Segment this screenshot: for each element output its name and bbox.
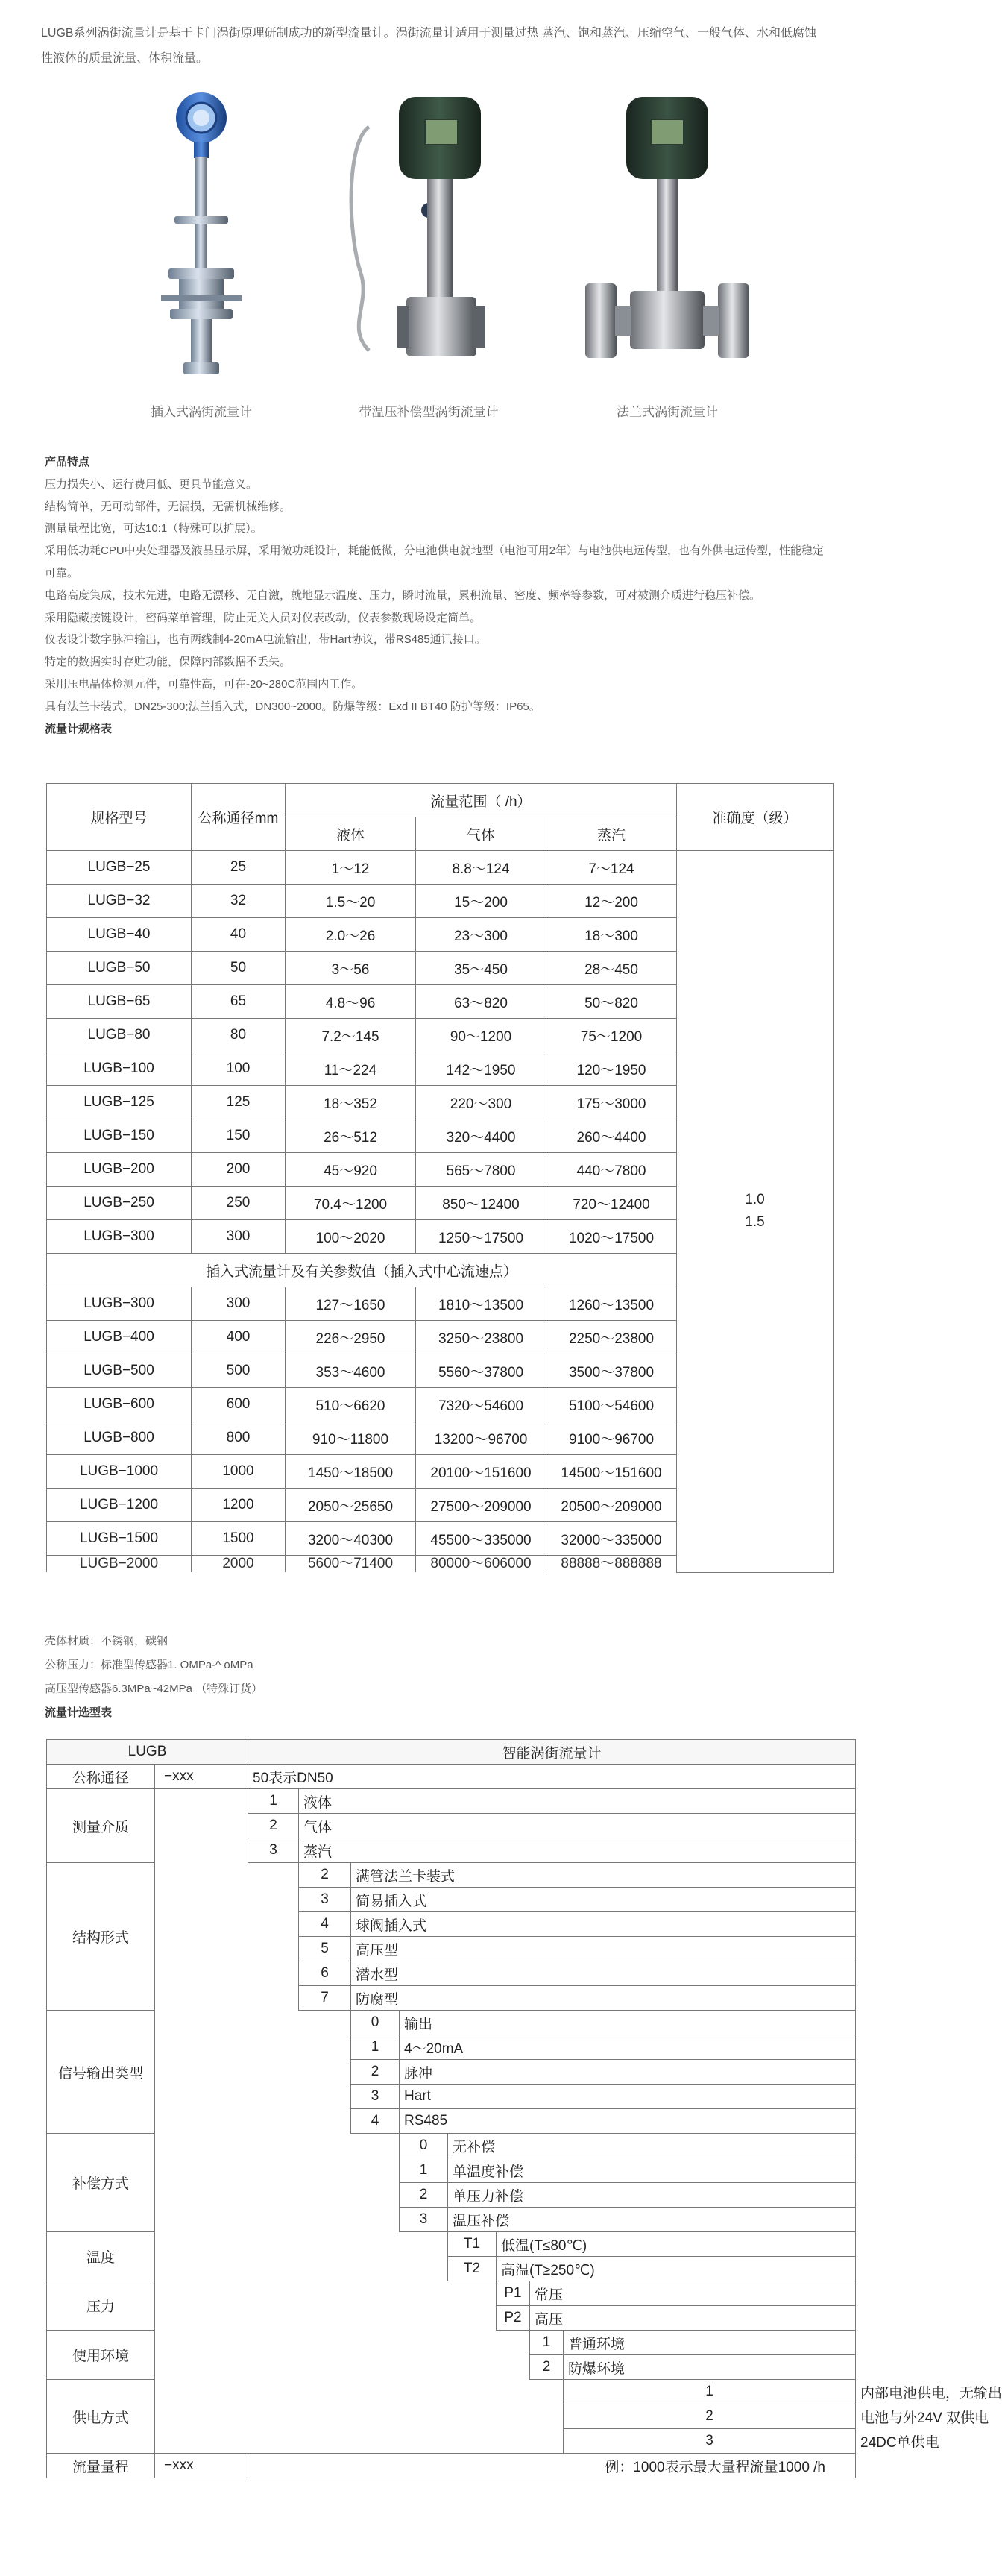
selection-option-desc: Hart [400, 2085, 856, 2109]
selection-option-desc: 单温度补偿 [448, 2158, 856, 2183]
selection-option-desc: 简易插入式 [351, 1888, 856, 1912]
selection-option-desc: 蒸汽 [299, 1838, 856, 1863]
feature-item: 具有法兰卡装式，DN25-300;法兰插入式，DN300~2000。防爆等级：Exd II BT40 防护等级：IP65。 [45, 700, 541, 713]
spec-cell-model: LUGB−250 [47, 1187, 192, 1220]
selection-row-medium [47, 1814, 856, 1838]
spec-cell-gas: 320～4400 [416, 1119, 546, 1153]
selection-label: 结构形式 [47, 1863, 155, 2011]
blank-cell [155, 2035, 351, 2060]
product-caption: 法兰式涡街流量计 [617, 405, 718, 419]
selection-option-desc: 液体 [299, 1789, 856, 1814]
selection-table [46, 1739, 1002, 2478]
spec-cell-dn: 80 [192, 1019, 286, 1052]
feature-item: 采用低功耗CPU中央处理器及液晶显示屏，采用微功耗设计，耗能低微，分电池供电就地型（电池可用2年）与电池供电远传型，也有外供电远传型，性能稳定可靠。 [45, 544, 825, 579]
spec-cell-liquid: 226～2950 [286, 1321, 416, 1354]
blank-cell [155, 2404, 564, 2429]
spec-cell-dn: 50 [192, 952, 286, 985]
feature-item: 采用隐藏按键设计，密码菜单管理，防止无关人员对仪表改动，仪表参数现场设定简单。 [45, 611, 482, 624]
spec-cell-liquid: 3～56 [286, 952, 416, 985]
spec-cell-steam: 50～820 [546, 985, 677, 1019]
spec-cell-model: LUGB−300 [47, 1287, 192, 1321]
spec-cell-steam: 1020～17500 [546, 1220, 677, 1254]
product-caption: 带温压补偿型涡街流量计 [359, 405, 499, 419]
blank-cell [155, 1961, 299, 1986]
spec-cell-gas: 20100～151600 [416, 1455, 546, 1489]
spec-table-title: 流量计规格表 [45, 722, 113, 735]
accuracy-value: 1.0 [745, 1192, 765, 1208]
spec-cell-dn: 150 [192, 1119, 286, 1153]
spec-cell-liquid: 7.2～145 [286, 1019, 416, 1052]
product-gallery [0, 82, 860, 433]
spec-cell-model: LUGB−65 [47, 985, 192, 1019]
spec-cell-liquid: 3200～40300 [286, 1522, 416, 1556]
selection-row-power: 供电方式 1 内部电池供电，无输出 [47, 2380, 856, 2404]
blank-cell [155, 2257, 448, 2281]
spec-cell-model: LUGB−50 [47, 952, 192, 985]
spec-cell-dn: 100 [192, 1052, 286, 1086]
spec-cell-gas: 27500～209000 [416, 1489, 546, 1522]
spec-cell-steam: 5100～54600 [546, 1388, 677, 1421]
selection-row-compensation [47, 2134, 856, 2158]
blank-cell [155, 1863, 299, 1888]
spec-cell-model: LUGB−2000 [47, 1556, 192, 1573]
product-compensated [317, 82, 541, 433]
spec-cell-steam: 1260～13500 [546, 1287, 677, 1321]
feature-item: 采用压电晶体检测元件，可靠性高，可在-20~280C范围内工作。 [45, 677, 363, 691]
selection-product: 智能涡街流量计 [248, 1740, 856, 1765]
selection-option-desc: 满管法兰卡装式 [351, 1863, 856, 1888]
spec-cell-model: LUGB−500 [47, 1354, 192, 1388]
selection-row-signal [47, 2109, 856, 2134]
spec-cell-gas: 3250～23800 [416, 1321, 546, 1354]
blank-cell [155, 2306, 497, 2331]
selection-option-code: 2 [299, 1863, 351, 1888]
selection-option-code: 5 [299, 1937, 351, 1961]
selection-option-code: 3 [248, 1838, 299, 1863]
selection-row-compensation [47, 2208, 856, 2232]
accuracy-cell [677, 851, 834, 1573]
header-gas: 气体 [416, 817, 546, 851]
spec-cell-steam: 20500～209000 [546, 1489, 677, 1522]
spec-cell-gas: 565～7800 [416, 1153, 546, 1187]
spec-cell-steam: 28～450 [546, 952, 677, 985]
spec-cell-steam: 720～12400 [546, 1187, 677, 1220]
spec-cell-model: LUGB−80 [47, 1019, 192, 1052]
selection-label: 公称通径 [47, 1765, 155, 1789]
selection-option-desc: 潜水型 [351, 1961, 856, 1986]
spec-cell-gas: 80000～606000 [416, 1556, 546, 1573]
features-title: 产品特点 [45, 456, 90, 468]
spec-cell-gas: 15～200 [416, 885, 546, 918]
selection-row-power: 2 电池与外24V 双供电 [47, 2404, 856, 2429]
selection-option-desc: RS485 [400, 2109, 856, 2134]
selection-code: −xxx [155, 1765, 248, 1789]
selection-option-desc: 气体 [299, 1814, 856, 1838]
material-line: 公称压力：标准型传感器1. OMPa-^ oMPa [45, 1659, 253, 1671]
selection-row-compensation [47, 2158, 856, 2183]
spec-cell-liquid: 45～920 [286, 1153, 416, 1187]
header-steam: 蒸汽 [546, 817, 677, 851]
spec-cell-model: LUGB−25 [47, 851, 192, 885]
spec-cell-dn: 1200 [192, 1489, 286, 1522]
spec-cell-dn: 1500 [192, 1522, 286, 1556]
blank-cell [155, 2429, 564, 2454]
compensated-vortex-flowmeter-icon [317, 82, 541, 395]
spec-cell-dn: 300 [192, 1287, 286, 1321]
header-flow-range: 流量范围（ /h） [286, 784, 677, 817]
selection-label: 供电方式 [47, 2380, 155, 2454]
selection-row-range [47, 2454, 856, 2478]
spec-cell-liquid: 1450～18500 [286, 1455, 416, 1489]
selection-option-code: T1 [448, 2232, 497, 2257]
blank-cell [155, 2158, 400, 2183]
spec-cell-liquid: 100～2020 [286, 1220, 416, 1254]
blank-cell [155, 1838, 248, 1863]
selection-option-code: 0 [351, 2011, 400, 2035]
selection-label: 补偿方式 [47, 2134, 155, 2232]
selection-row-environment [47, 2331, 856, 2355]
selection-label: 压力 [47, 2281, 155, 2331]
spec-cell-steam: 12～200 [546, 885, 677, 918]
spec-cell-liquid: 127～1650 [286, 1287, 416, 1321]
blank-cell [155, 2060, 351, 2085]
selection-option-code: 3 [299, 1888, 351, 1912]
feature-item: 压力损失小、运行费用低、更具节能意义。 [45, 477, 258, 491]
spec-cell-model: LUGB−1500 [47, 1522, 192, 1556]
accuracy-value: 1.5 [745, 1214, 765, 1231]
spec-cell-dn: 400 [192, 1321, 286, 1354]
spec-cell-dn: 500 [192, 1354, 286, 1388]
spec-cell-gas: 1250～17500 [416, 1220, 546, 1254]
spec-cell-gas: 5560～37800 [416, 1354, 546, 1388]
insertion-vortex-flowmeter-icon [89, 82, 313, 395]
spec-cell-liquid: 1.5～20 [286, 885, 416, 918]
spec-cell-liquid: 5600～71400 [286, 1556, 416, 1573]
spec-cell-liquid: 1～12 [286, 851, 416, 885]
selection-row-structure [47, 1937, 856, 1961]
material-line: 壳体材质：不锈钢，碳钢 [45, 1635, 168, 1647]
blank-cell [155, 2380, 564, 2404]
header-liquid: 液体 [286, 817, 416, 851]
selection-row-signal [47, 2060, 856, 2085]
spec-cell-model: LUGB−100 [47, 1052, 192, 1086]
selection-option-desc: 常压 [530, 2281, 856, 2306]
selection-option-code: 2 [564, 2404, 856, 2429]
selection-option-code: 3 [400, 2208, 448, 2232]
spec-cell-steam: 120～1950 [546, 1052, 677, 1086]
selection-row-structure [47, 1961, 856, 1986]
selection-desc: 50表示DN50 [248, 1765, 856, 1789]
material-line: 高压型传感器6.3MPa~42MPa （特殊订货） [45, 1683, 263, 1695]
intro-text: LUGB系列涡街流量计是基于卡门涡街原理研制成功的新型流量计。涡街流量计适用于测量过热 蒸汽、饱和蒸汽、压缩空气、一般气体、水和低腐蚀性液体的质量流量、体积流量。 [41, 27, 817, 65]
spec-cell-liquid: 4.8～96 [286, 985, 416, 1019]
selection-row-temperature [47, 2232, 856, 2257]
selection-option-code: 3 [564, 2429, 856, 2454]
blank-cell [155, 2109, 351, 2134]
selection-row-signal [47, 2035, 856, 2060]
selection-option-desc: 高温(T≥250℃) [497, 2257, 856, 2281]
spec-cell-liquid: 26～512 [286, 1119, 416, 1153]
spec-cell-model: LUGB−300 [47, 1220, 192, 1254]
selection-desc: 例：1000表示最大量程流量1000 /h [248, 2454, 856, 2478]
selection-header-row [47, 1740, 856, 1765]
selection-row-dn [47, 1765, 856, 1789]
spec-cell-liquid: 353～4600 [286, 1354, 416, 1388]
feature-item: 特定的数据实时存贮功能，保障内部数据不丢失。 [45, 656, 292, 669]
spec-cell-liquid: 910～11800 [286, 1421, 416, 1455]
spec-cell-steam: 88888～888888 [546, 1556, 677, 1573]
spec-cell-gas: 850～12400 [416, 1187, 546, 1220]
spec-cell-steam: 18～300 [546, 918, 677, 952]
spec-cell-dn: 800 [192, 1421, 286, 1455]
header-dn: 公称通径mm [192, 784, 286, 851]
spec-cell-dn: 32 [192, 885, 286, 918]
selection-option-code: 1 [248, 1789, 299, 1814]
selection-label: 信号输出类型 [47, 2011, 155, 2134]
blank-cell [155, 1814, 248, 1838]
spec-cell-dn: 65 [192, 985, 286, 1019]
selection-option-desc: 温压补偿 [448, 2208, 856, 2232]
spec-cell-gas: 1810～13500 [416, 1287, 546, 1321]
selection-option-code: 4 [351, 2109, 400, 2134]
selection-option-desc: 防爆环境 [564, 2355, 856, 2380]
spec-cell-steam: 14500～151600 [546, 1455, 677, 1489]
selection-option-code: 1 [530, 2331, 564, 2355]
selection-option-desc: 高压型 [351, 1937, 856, 1961]
spec-cell-gas: 45500～335000 [416, 1522, 546, 1556]
selection-option-desc: 4～20mA [400, 2035, 856, 2060]
spec-cell-model: LUGB−200 [47, 1153, 192, 1187]
spec-cell-dn: 200 [192, 1153, 286, 1187]
spec-cell-model: LUGB−800 [47, 1421, 192, 1455]
spec-cell-liquid: 11～224 [286, 1052, 416, 1086]
features-section [45, 451, 835, 740]
blank-cell [155, 1789, 248, 1814]
spec-cell-steam: 260～4400 [546, 1119, 677, 1153]
spec-cell-model: LUGB−32 [47, 885, 192, 918]
spec-cell-model: LUGB−125 [47, 1086, 192, 1119]
insertion-section-title: 插入式流量计及有关参数值（插入式中心流速点） [47, 1254, 677, 1287]
selection-label: 流量量程 [47, 2454, 155, 2478]
selection-option-code: 2 [530, 2355, 564, 2380]
spec-cell-gas: 142～1950 [416, 1052, 546, 1086]
spec-cell-gas: 35～450 [416, 952, 546, 985]
header-model: 规格型号 [47, 784, 192, 851]
spec-cell-liquid: 2.0～26 [286, 918, 416, 952]
selection-row-structure [47, 1986, 856, 2011]
selection-option-code: P1 [497, 2281, 530, 2306]
spec-cell-gas: 90～1200 [416, 1019, 546, 1052]
spec-cell-steam: 175～3000 [546, 1086, 677, 1119]
selection-row-pressure [47, 2306, 856, 2331]
selection-row-structure [47, 1888, 856, 1912]
spec-cell-model: LUGB−600 [47, 1388, 192, 1421]
spec-cell-liquid: 2050～25650 [286, 1489, 416, 1522]
spec-cell-steam: 7～124 [546, 851, 677, 885]
blank-cell [155, 1912, 299, 1937]
selection-row-structure [47, 1912, 856, 1937]
blank-cell [155, 2011, 351, 2035]
selection-option-desc: 低温(T≤80℃) [497, 2232, 856, 2257]
materials-section [45, 1630, 262, 1725]
spec-cell-model: LUGB−40 [47, 918, 192, 952]
selection-row-power: 3 24DC单供电 [47, 2429, 856, 2454]
spec-cell-dn: 40 [192, 918, 286, 952]
blank-cell [155, 2085, 351, 2109]
blank-cell [155, 1986, 299, 2011]
spec-table [46, 783, 834, 1573]
selection-row-structure [47, 1863, 856, 1888]
selection-option-desc: 高压 [530, 2306, 856, 2331]
feature-item: 结构简单，无可动部件，无漏损，无需机械维修。 [45, 500, 292, 513]
blank-cell [155, 2183, 400, 2208]
blank-cell [155, 2208, 400, 2232]
spec-cell-gas: 7320～54600 [416, 1388, 546, 1421]
selection-row-medium [47, 1838, 856, 1863]
spec-cell-dn: 1000 [192, 1455, 286, 1489]
spec-cell-model: LUGB−400 [47, 1321, 192, 1354]
selection-label: 测量介质 [47, 1789, 155, 1863]
spec-cell-dn: 25 [192, 851, 286, 885]
blank-cell [155, 2134, 400, 2158]
blank-cell [155, 2355, 530, 2380]
selection-row-signal [47, 2085, 856, 2109]
header-accuracy: 准确度（级） [677, 784, 834, 851]
blank-cell [155, 1888, 299, 1912]
selection-model: LUGB [47, 1740, 248, 1765]
spec-cell-steam: 9100～96700 [546, 1421, 677, 1455]
spec-cell-steam: 75～1200 [546, 1019, 677, 1052]
spec-cell-gas: 63～820 [416, 985, 546, 1019]
spec-cell-liquid: 70.4～1200 [286, 1187, 416, 1220]
selection-option-code: 2 [351, 2060, 400, 2085]
selection-row-medium [47, 1789, 856, 1814]
product-flange [555, 82, 779, 433]
spec-cell-model: LUGB−1000 [47, 1455, 192, 1489]
spec-row [47, 851, 834, 885]
selection-row-environment [47, 2355, 856, 2380]
selection-option-desc: 无补偿 [448, 2134, 856, 2158]
blank-cell [155, 2232, 448, 2257]
blank-cell [155, 2331, 530, 2355]
selection-option-code: 7 [299, 1986, 351, 2011]
selection-option-code: 6 [299, 1961, 351, 1986]
selection-option-desc: 防腐型 [351, 1986, 856, 2011]
spec-cell-gas: 23～300 [416, 918, 546, 952]
selection-option-code: 0 [400, 2134, 448, 2158]
spec-cell-dn: 250 [192, 1187, 286, 1220]
selection-row-pressure [47, 2281, 856, 2306]
spec-cell-dn: 600 [192, 1388, 286, 1421]
flange-vortex-flowmeter-icon [555, 82, 779, 395]
product-caption: 插入式涡街流量计 [151, 405, 252, 419]
spec-cell-steam: 32000～335000 [546, 1522, 677, 1556]
selection-option-code: 1 [351, 2035, 400, 2060]
product-insertion [89, 82, 313, 433]
spec-cell-dn: 300 [192, 1220, 286, 1254]
spec-cell-dn: 2000 [192, 1556, 286, 1573]
feature-item: 仪表设计数字脉冲输出，也有两线制4-20mA电流输出，带Hart协议，带RS485通讯接口。 [45, 633, 486, 647]
selection-option-desc: 普通环境 [564, 2331, 856, 2355]
blank-cell [155, 2281, 497, 2306]
selection-table-title: 流量计选型表 [45, 1706, 113, 1719]
selection-label: 温度 [47, 2232, 155, 2281]
selection-option-desc: 输出 [400, 2011, 856, 2035]
spec-cell-model: LUGB−150 [47, 1119, 192, 1153]
spec-cell-gas: 220～300 [416, 1086, 546, 1119]
spec-cell-steam: 440～7800 [546, 1153, 677, 1187]
selection-option-code: T2 [448, 2257, 497, 2281]
spec-cell-model: LUGB−1200 [47, 1489, 192, 1522]
spec-cell-liquid: 18～352 [286, 1086, 416, 1119]
selection-option-code: 2 [248, 1814, 299, 1838]
selection-option-desc: 球阀插入式 [351, 1912, 856, 1937]
selection-option-desc: 单压力补偿 [448, 2183, 856, 2208]
selection-option-code: 1 [400, 2158, 448, 2183]
feature-item: 电路高度集成，技术先进，电路无漂移、无自激，就地显示温度、压力，瞬时流量，累积流量、密度、频率等参数，可对被测介质进行稳压补偿。 [45, 588, 761, 602]
feature-item: 测量量程比宽，可达10:1（特殊可以扩展）。 [45, 522, 262, 535]
selection-row-compensation [47, 2183, 856, 2208]
selection-row-temperature [47, 2257, 856, 2281]
spec-cell-gas: 8.8～124 [416, 851, 546, 885]
selection-option-code: 4 [299, 1912, 351, 1937]
spec-cell-steam: 2250～23800 [546, 1321, 677, 1354]
spec-cell-gas: 13200～96700 [416, 1421, 546, 1455]
selection-option-desc: 脉冲 [400, 2060, 856, 2085]
spec-cell-dn: 125 [192, 1086, 286, 1119]
selection-option-code: 3 [351, 2085, 400, 2109]
spec-cell-steam: 3500～37800 [546, 1354, 677, 1388]
selection-row-signal [47, 2011, 856, 2035]
selection-option-code: 2 [400, 2183, 448, 2208]
blank-cell [155, 1937, 299, 1961]
selection-option-code: P2 [497, 2306, 530, 2331]
spec-cell-liquid: 510～6620 [286, 1388, 416, 1421]
selection-label: 使用环境 [47, 2331, 155, 2380]
selection-option-code: 1 [564, 2380, 856, 2404]
selection-code: −xxx [155, 2454, 248, 2478]
